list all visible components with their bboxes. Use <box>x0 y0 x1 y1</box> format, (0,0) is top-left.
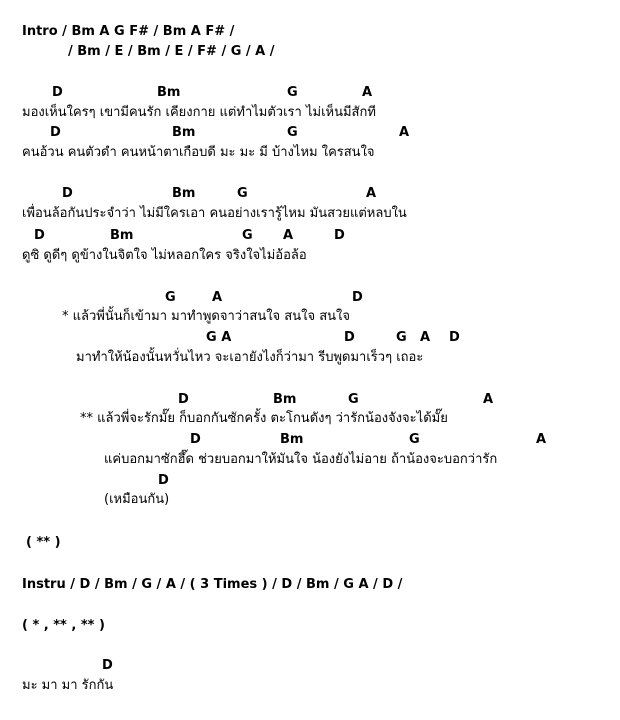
chorus2-chord2-bm: Bm <box>280 432 304 447</box>
verse2-chord-bm: Bm <box>172 186 196 201</box>
chorus1-chord2-d2: D <box>449 330 460 345</box>
chorus2-chord2-a: A <box>536 432 547 447</box>
chorus1-chord-d: D <box>352 290 363 305</box>
verse2-chord-a: A <box>366 186 377 201</box>
chorus2-chord3-d: D <box>158 473 169 488</box>
intro-line-1: Intro / Bm A G F# / Bm A F# / <box>22 24 235 39</box>
chorus1-chord2-d: D <box>344 330 355 345</box>
chorus2-lyric-2: แค่บอกมาซักฮึ๊ด ช่วยบอกมาให้มันใจ น้องยังไม่อาย ถ้าน้องจะบอกว่ารัก <box>104 452 498 467</box>
verse1-chord2-d: D <box>50 125 61 140</box>
verse2-lyric-2: ดูซิ ดูดีๆ ดูข้างในจิตใจ ไม่หลอกใคร จริงใจไม่อ้อล้อ <box>22 248 307 263</box>
chorus2-lyric-3: (เหมือนกัน) <box>104 492 170 507</box>
verse1-lyric-1: มองเห็นใครๆ เขามีคนรัก เคียงกาย แต่ทำไมตัวเรา ไม่เห็นมีสักที <box>22 105 376 120</box>
chorus1-lyric-1: * แล้วพี่นั้นก็เข้ามา มาทำพูดจาว่าสนใจ สนใจ สนใจ <box>62 309 351 324</box>
chorus1-chord-a: A <box>212 290 223 305</box>
chorus1-lyric-2: มาทำให้น้องนั้นหวั่นไหว จะเอายังไงก็ว่ามา รีบพูดมาเร็วๆ เถอะ <box>76 350 424 365</box>
verse1-chord-d: D <box>52 85 63 100</box>
instrumental-line: Instru / D / Bm / G / A / ( 3 Times ) / D / Bm / G A / D / <box>22 577 403 592</box>
verse1-chord-g: G <box>287 85 298 100</box>
repeat-sections: ( * , ** , ** ) <box>22 618 105 633</box>
chorus1-chord2-g: G <box>396 330 407 345</box>
verse1-chord-bm: Bm <box>157 85 181 100</box>
chorus2-chord-bm: Bm <box>273 392 297 407</box>
chorus2-chord2-g: G <box>409 432 420 447</box>
intro-line-2: / Bm / E / Bm / E / F# / G / A / <box>68 44 275 59</box>
verse2-lyric-1: เพื่อนล้อกันประจำว่า ไม่มีใครเอา คนอย่างเรารู้ไหม มันสวยแต่หลบใน <box>22 206 407 221</box>
verse2-chord-d: D <box>62 186 73 201</box>
verse2-chord-g: G <box>237 186 248 201</box>
verse2-chord2-a: A <box>283 228 294 243</box>
chorus1-chord-g: G <box>165 290 176 305</box>
chorus1-chord2-a: A <box>420 330 431 345</box>
chorus2-chord-g: G <box>348 392 359 407</box>
verse2-chord2-d: D <box>34 228 45 243</box>
chorus2-lyric-1: ** แล้วพี่จะรักมั๊ย ก็บอกกันซักครั้ง ตะโกนดังๆ ว่ารักน้องจังจะได้มั๊ย <box>80 411 448 426</box>
repeat-chorus2: ( ** ) <box>26 535 61 550</box>
chorus2-chord-d: D <box>178 392 189 407</box>
verse1-chord2-a: A <box>399 125 410 140</box>
outro-chord-d: D <box>102 658 113 673</box>
verse1-chord2-g: G <box>287 125 298 140</box>
verse1-chord-a: A <box>362 85 373 100</box>
verse2-chord2-d2: D <box>334 228 345 243</box>
verse1-lyric-2: คนอ้วน คนตัวดำ คนหน้าตาเกือบดี มะ มะ มี บ้างไหม ใครสนใจ <box>22 145 375 160</box>
chorus2-chord-a: A <box>483 392 494 407</box>
verse2-chord2-bm: Bm <box>110 228 134 243</box>
verse1-chord2-bm: Bm <box>172 125 196 140</box>
outro-lyric: มะ มา มา รักกัน <box>22 678 114 693</box>
chorus2-chord2-d: D <box>190 432 201 447</box>
chorus1-chord2-ga: G A <box>206 330 232 345</box>
verse2-chord2-g: G <box>242 228 253 243</box>
